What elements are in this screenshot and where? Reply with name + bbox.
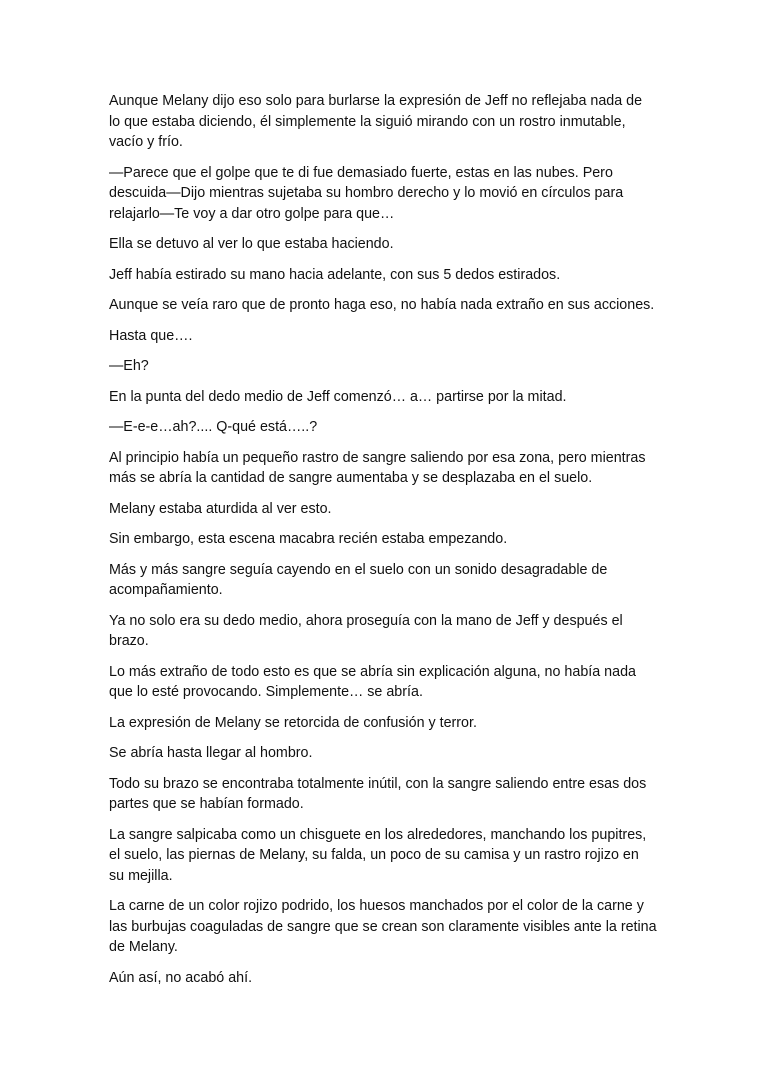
- paragraph-9: —E-e-e…ah?.... Q-qué está…..?: [109, 419, 318, 435]
- paragraph-11: Melany estaba aturdida al ver esto.: [109, 500, 332, 517]
- paragraph-2: —Parece que el golpe que te di fue demasiado fuerte, estas en las nubes. Pero descuida—Dijo mientras sujetaba su hombro derecho y lo movió en círculos para relajarlo—Te voy a dar otro golpe para que…: [109, 164, 624, 222]
- paragraph-7: —Eh?: [109, 358, 149, 374]
- paragraph-6: Hasta que….: [109, 327, 193, 344]
- paragraph-4: Jeff había estirado su mano hacia adelante, con sus 5 dedos estirados.: [109, 266, 561, 283]
- paragraph-13: Más y más sangre seguía cayendo en el suelo con un sonido desagradable de acompañamiento.: [109, 561, 608, 598]
- paragraph-8: En la punta del dedo medio de Jeff comenzó… a… partirse por la mitad.: [109, 388, 567, 405]
- paragraph-14: Ya no solo era su dedo medio, ahora proseguía con la mano de Jeff y después el brazo.: [109, 612, 623, 649]
- paragraph-20: La carne de un color rojizo podrido, los huesos manchados por el color de la carne y las burbujas coaguladas de sangre que se crean son claramente visibles ante la retina de Melany.: [109, 898, 657, 955]
- document-body: [109, 91, 657, 998]
- paragraph-17: Se abría hasta llegar al hombro.: [109, 745, 313, 761]
- paragraph-21: Aún así, no acabó ahí.: [109, 969, 253, 986]
- paragraph-16: La expresión de Melany se retorcida de confusión y terror.: [109, 714, 477, 731]
- paragraph-1: Aunque Melany dijo eso solo para burlarse la expresión de Jeff no reflejaba nada de lo que estaba diciendo, él simplemente la siguió mirando con un rostro inmutable, vacío y frío.: [109, 93, 643, 150]
- paragraph-15: Lo más extraño de todo esto es que se abría sin explicación alguna, no había nada que lo esté provocando. Simplemente… se abría.: [109, 663, 636, 700]
- paragraph-12: Sin embargo, esta escena macabra recién estaba empezando.: [109, 531, 508, 547]
- paragraph-3: Ella se detuvo al ver lo que estaba haciendo.: [109, 236, 394, 252]
- paragraph-19: La sangre salpicaba como un chisguete en los alrededores, manchando los pupitres, el suelo, las piernas de Melany, su falda, un poco de su camisa y un rastro rojizo en su mejilla.: [109, 826, 647, 884]
- paragraph-18: Todo su brazo se encontraba totalmente inútil, con la sangre saliendo entre esas dos partes que se habían formado.: [109, 775, 647, 812]
- paragraph-5: Aunque se veía raro que de pronto haga eso, no había nada extraño en sus acciones.: [109, 297, 655, 313]
- paragraph-10: Al principio había un pequeño rastro de sangre saliendo por esa zona, pero mientras más se abría la cantidad de sangre aumentaba y se desplazaba en el suelo.: [109, 449, 646, 486]
